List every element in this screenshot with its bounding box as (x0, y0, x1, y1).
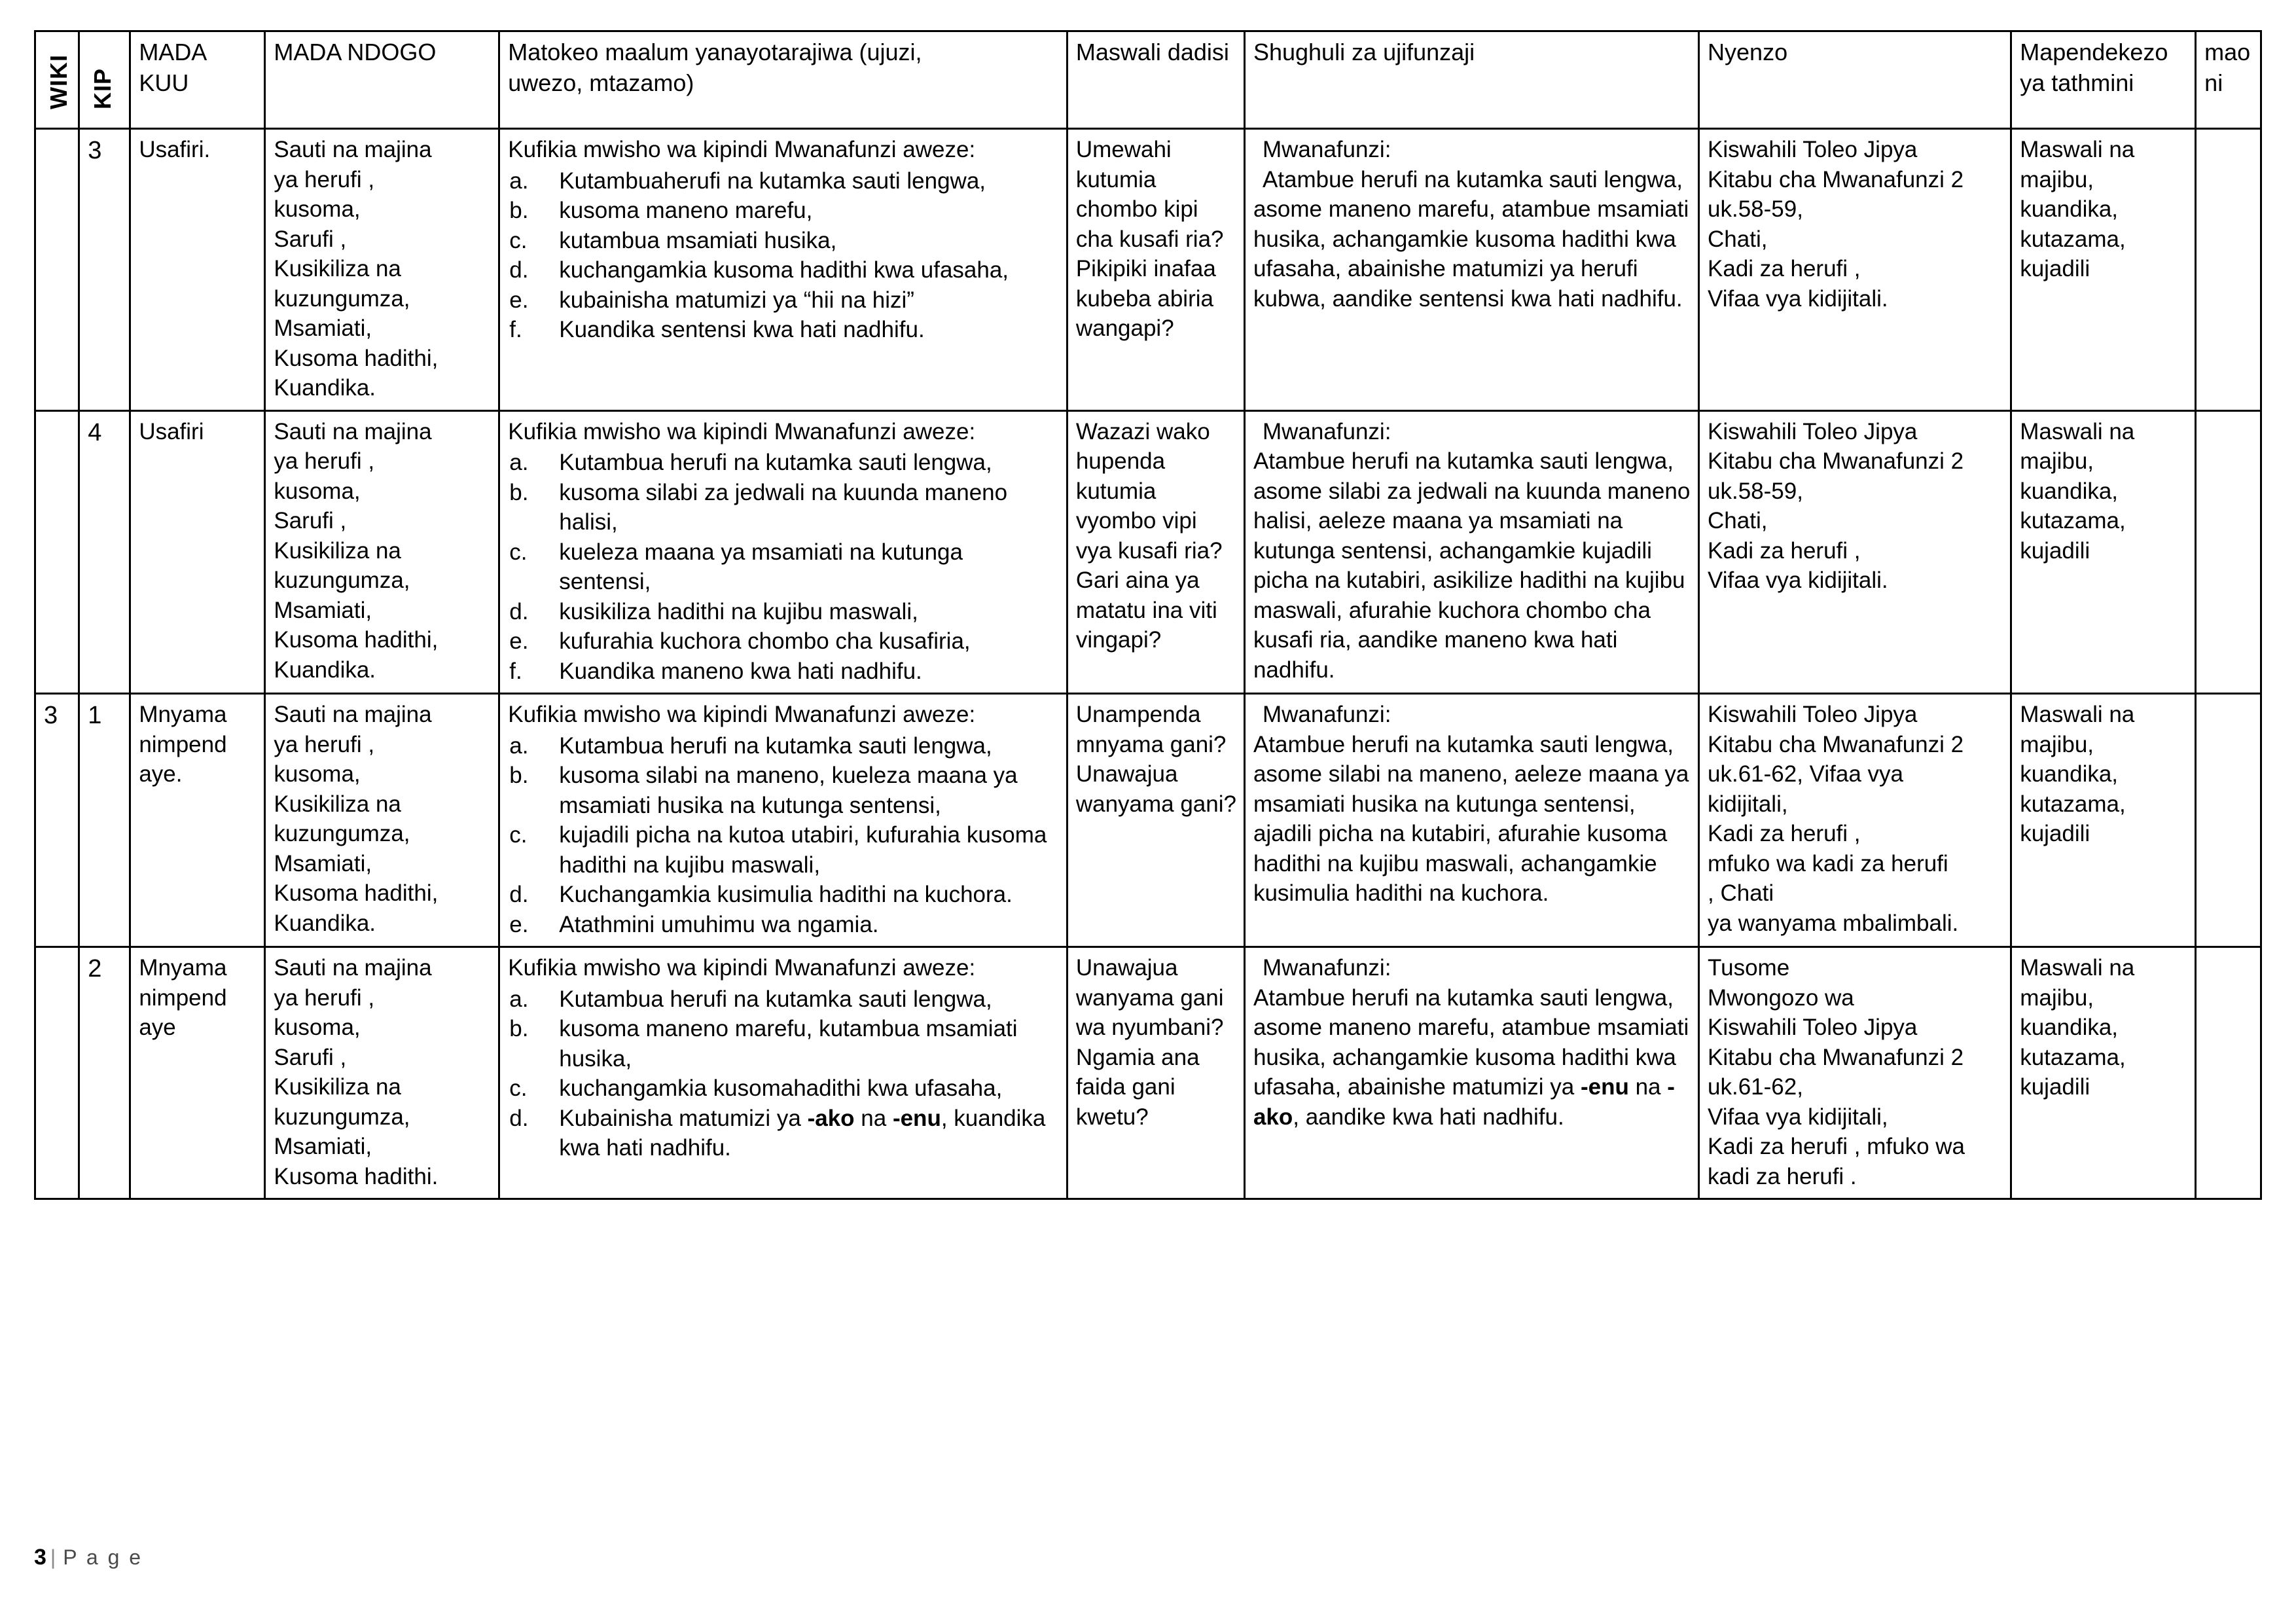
mada-ndogo-line: kusoma, (274, 196, 361, 222)
assessment-line: majibu, (2020, 448, 2094, 474)
cell-mapendekezo (2011, 947, 2196, 1199)
mada-ndogo-line: kusoma, (274, 761, 361, 787)
cell-maswali (1067, 947, 1244, 1199)
assessment-line: kuandika, (2020, 478, 2119, 504)
mada-ndogo-line: Sauti na majina (274, 702, 432, 727)
resource-line: uk.58-59, (1708, 478, 1803, 504)
table-row (35, 694, 2261, 947)
outcome-marker: b. (509, 1016, 529, 1041)
mada-ndogo-line: Kuandika. (274, 375, 376, 401)
cell-nyenzo (1699, 410, 2011, 694)
cell-matokeo (499, 694, 1067, 947)
cell-kip: 2 (79, 947, 130, 1199)
resource-line: , Chati (1708, 880, 1774, 906)
mada-ndogo-line: Kusoma hadithi, (274, 880, 439, 906)
assessment-line: kuandika, (2020, 1015, 2119, 1040)
assessment-line: kutazama, (2020, 226, 2126, 252)
column-header-maoni-line2: ni (2204, 69, 2223, 96)
outcome-marker: d. (509, 598, 529, 624)
outcome-text: Kuchangamkia kusimulia hadithi na kuchora. (559, 882, 1013, 907)
mada-ndogo-line: ya herufi , (274, 448, 375, 474)
mada-ndogo-line: Msamiati, (274, 850, 372, 876)
activities-text (1253, 983, 1691, 1132)
column-header-mapendekezo (2011, 31, 2196, 129)
cell-mapendekezo (2011, 129, 2196, 411)
assessment-line: Maswali na (2020, 418, 2135, 444)
cell-matokeo (499, 129, 1067, 411)
question-item: Pikipiki inafaa kubeba abiria wangapi? (1075, 256, 1216, 341)
mada-ndogo-line: kuzungumza, (274, 285, 410, 312)
question-item: Unampenda mnyama gani? (1075, 702, 1227, 757)
mada-ndogo-line: Sauti na majina (274, 418, 432, 444)
mada-ndogo-line: Sauti na majina (274, 137, 432, 162)
resource-line: Vifaa vya kidijitali. (1708, 285, 1888, 312)
outcome-text: kufurahia kuchora chombo cha kusafiria, (559, 628, 971, 654)
scheme-of-work-table (34, 30, 2262, 1200)
question-item: Umewahi kutumia chombo kipi cha kusafi ria? (1075, 137, 1224, 252)
outcome-text: Atathmini umuhimu wa ngamia. (559, 911, 879, 937)
outcome-text-mid: na (854, 1105, 893, 1131)
cell-mada-ndogo (265, 129, 499, 411)
outcome-marker: a. (509, 168, 529, 194)
cell-kip: 4 (79, 410, 130, 694)
assessment-line: kutazama, (2020, 508, 2126, 533)
outcomes-list (508, 448, 1060, 686)
column-header-mapendekezo-line1: Mapendekezo (2020, 39, 2168, 65)
cell-mada-kuu: Usafiri. (130, 129, 265, 411)
table-row (35, 947, 2261, 1199)
activities-text-bold-1: -enu (1580, 1074, 1629, 1100)
outcome-item (508, 255, 1060, 285)
mada-ndogo-line: Kuandika. (274, 657, 376, 683)
assessment-line: majibu, (2020, 984, 2094, 1011)
assessment-line: majibu, (2020, 731, 2094, 757)
mada-ndogo-line: Kusikiliza na (274, 791, 401, 817)
activities-text-bold-2: -ako (1253, 1074, 1675, 1130)
cell-maoni (2196, 947, 2261, 1199)
cell-wiki (35, 947, 79, 1199)
resource-line: Kitabu cha Mwanafunzi 2 (1708, 1044, 1964, 1070)
column-header-mada-ndogo (265, 31, 499, 129)
cell-mada-ndogo (265, 410, 499, 694)
outcome-item (508, 657, 1060, 687)
mada-ndogo-line: ya herufi , (274, 731, 375, 757)
outcome-item (508, 537, 1060, 597)
outcome-item (508, 1074, 1060, 1104)
outcome-item (508, 910, 1060, 940)
outcome-text: kusoma maneno marefu, kutambua msamiati husika, (559, 1016, 1018, 1072)
outcome-text: kujadili picha na kutoa utabiri, kufurahia kusoma hadithi na kujibu maswali, (559, 822, 1047, 878)
outcome-item (508, 820, 1060, 880)
outcome-marker: e. (509, 628, 529, 654)
table-row (35, 129, 2261, 411)
activities-text-mid: na (1628, 1074, 1668, 1100)
column-header-wiki-label: WIKI (45, 54, 72, 109)
outcome-marker: f. (509, 658, 522, 684)
question-item: Unawajua wanyama gani wa nyumbani? (1075, 955, 1224, 1040)
outcome-text: kuchangamkia kusomahadithi kwa ufasaha, (559, 1075, 1003, 1101)
outcome-item (508, 761, 1060, 820)
outcome-text: kusoma silabi za jedwali na kuunda maneno halisi, (559, 479, 1008, 535)
mada-ndogo-line: Sarufi , (274, 226, 347, 252)
outcome-marker: f. (509, 317, 522, 342)
outcome-text-bold-1: -ako (807, 1105, 855, 1131)
assessment-line: kujadili (2020, 537, 2090, 564)
mada-ndogo-line: Kusoma hadithi, (274, 627, 439, 653)
assessment-line: kutazama, (2020, 1044, 2126, 1070)
column-header-maoni (2196, 31, 2261, 129)
outcome-marker: b. (509, 198, 529, 223)
cell-wiki (35, 129, 79, 411)
assessment-line: kujadili (2020, 1074, 2090, 1100)
outcome-marker: d. (509, 1105, 529, 1131)
outcomes-list (508, 984, 1060, 1163)
question-item: Unawajua wanyama gani? (1075, 761, 1236, 817)
outcome-item (508, 166, 1060, 196)
outcome-marker: a. (509, 450, 529, 475)
mada-ndogo-line: Kuandika. (274, 910, 376, 936)
table-header-row (35, 31, 2261, 129)
cell-mada-kuu: Mnyama nimpend aye. (130, 694, 265, 947)
table-body (35, 129, 2261, 1199)
cell-mapendekezo (2011, 410, 2196, 694)
question-item: Gari aina ya matatu ina viti vingapi? (1075, 568, 1217, 653)
resource-line: uk.58-59, (1708, 196, 1803, 222)
outcomes-intro: Kufikia mwisho wa kipindi Mwanafunzi aweze: (508, 955, 976, 981)
activities-label: Mwanafunzi: (1262, 418, 1391, 444)
outcome-item (508, 1104, 1060, 1163)
assessment-line: kujadili (2020, 256, 2090, 281)
outcome-text-pre: Kubainisha matumizi ya (559, 1105, 808, 1131)
resource-line: uk.61-62, Vifaa vya (1708, 761, 1904, 787)
outcome-item (508, 984, 1060, 1015)
outcome-item (508, 597, 1060, 627)
column-header-mada-kuu (130, 31, 265, 129)
cell-shughuli (1244, 410, 1698, 694)
outcomes-list (508, 731, 1060, 940)
resource-line: kadi za herufi . (1708, 1163, 1857, 1189)
mada-ndogo-line: Kusikiliza na (274, 256, 401, 281)
column-header-nyenzo-label: Nyenzo (1708, 39, 1788, 65)
outcome-item (508, 880, 1060, 910)
resource-line: Kadi za herufi , (1708, 537, 1861, 564)
outcome-marker: d. (509, 882, 529, 907)
outcome-item (508, 626, 1060, 657)
cell-maswali (1067, 129, 1244, 411)
resource-line: uk.61-62, (1708, 1074, 1803, 1100)
activities-text-pre: Atambue herufi na kutamka sauti lengwa, asome maneno marefu, atambue msamiati husika, achangamkie kusoma hadithi kwa ufasaha, abainishe matumizi ya (1253, 984, 1689, 1100)
resource-line: Kitabu cha Mwanafunzi 2 (1708, 731, 1964, 757)
outcome-marker: c. (509, 1075, 528, 1101)
outcome-text: kusoma silabi na maneno, kueleza maana ya msamiati husika na kutunga sentensi, (559, 763, 1018, 818)
resource-line: Kiswahili Toleo Jipya (1708, 1015, 1918, 1040)
cell-maoni (2196, 410, 2261, 694)
activities-label: Mwanafunzi: (1262, 137, 1391, 162)
outcome-marker: c. (509, 227, 528, 253)
cell-mada-ndogo (265, 694, 499, 947)
resource-line: ya wanyama mbalimbali. (1708, 910, 1959, 936)
mada-ndogo-line: Kusoma hadithi. (274, 1163, 439, 1189)
assessment-line: kutazama, (2020, 791, 2126, 817)
assessment-line: kuandika, (2020, 196, 2119, 222)
mada-ndogo-line: Kusikiliza na (274, 537, 401, 564)
resource-line: Kadi za herufi , mfuko wa (1708, 1134, 1965, 1159)
outcome-text: kusikiliza hadithi na kujibu maswali, (559, 598, 918, 624)
resource-line: Kiswahili Toleo Jipya (1708, 137, 1918, 162)
cell-mada-kuu: Mnyama nimpend aye (130, 947, 265, 1199)
mada-ndogo-line: Msamiati, (274, 1134, 372, 1159)
cell-nyenzo (1699, 947, 2011, 1199)
outcome-text: Kuandika maneno kwa hati nadhifu. (559, 658, 922, 684)
resource-line: Vifaa vya kidijitali, (1708, 1104, 1888, 1130)
column-header-maswali (1067, 31, 1244, 129)
outcomes-list (508, 166, 1060, 345)
resource-line: Chati, (1708, 508, 1768, 533)
outcome-text (559, 1106, 1045, 1161)
activities-text: Atambue herufi na kutamka sauti lengwa, asome silabi za jedwali na kuunda maneno halisi, aeleze maana ya msamiati na kutunga sentensi, achangamkie kujadili picha na kutabiri, asikilize hadithi na kujibu maswali, afurahie kuchora chombo cha kusafi ria, aandike maneno kwa hati nadhifu. (1253, 448, 1691, 683)
outcome-item (508, 196, 1060, 226)
cell-mada-ndogo (265, 947, 499, 1199)
assessment-line: majibu, (2020, 166, 2094, 192)
column-header-matokeo-line2: uwezo, mtazamo) (508, 69, 694, 96)
outcome-item (508, 285, 1060, 316)
column-header-kip (79, 31, 130, 129)
cell-maoni (2196, 694, 2261, 947)
cell-nyenzo (1699, 129, 2011, 411)
column-header-mada-kuu-line1: MADA (139, 39, 207, 65)
cell-mapendekezo (2011, 694, 2196, 947)
mada-ndogo-line: ya herufi , (274, 984, 375, 1011)
outcomes-intro: Kufikia mwisho wa kipindi Mwanafunzi aweze: (508, 702, 976, 727)
outcome-text: kutambua msamiati husika, (559, 227, 837, 253)
outcome-text: kubainisha matumizi ya “hii na hizi” (559, 287, 914, 313)
outcome-marker: c. (509, 539, 528, 565)
mada-ndogo-line: Sarufi , (274, 508, 347, 533)
column-header-wiki (35, 31, 79, 129)
assessment-line: kujadili (2020, 821, 2090, 846)
column-header-shughuli-label: Shughuli za ujifunzaji (1253, 39, 1475, 65)
cell-shughuli (1244, 947, 1698, 1199)
question-item: Ngamia ana faida gani kwetu? (1075, 1044, 1200, 1130)
outcome-item (508, 448, 1060, 478)
outcome-marker: a. (509, 986, 529, 1012)
outcome-text: Kutambua herufi na kutamka sauti lengwa, (559, 986, 992, 1012)
resource-line: kidijitali, (1708, 791, 1788, 817)
activities-label: Mwanafunzi: (1262, 702, 1391, 727)
cell-shughuli (1244, 694, 1698, 947)
activities-text-post: , aandike kwa hati nadhifu. (1293, 1104, 1564, 1130)
column-header-nyenzo (1699, 31, 2011, 129)
column-header-maswali-label: Maswali dadisi (1075, 39, 1229, 65)
column-header-shughuli (1244, 31, 1698, 129)
activities-label: Mwanafunzi: (1262, 955, 1391, 981)
page-footer (34, 1545, 143, 1570)
resource-line: Kiswahili Toleo Jipya (1708, 702, 1918, 727)
cell-matokeo (499, 947, 1067, 1199)
cell-nyenzo (1699, 694, 2011, 947)
resource-line: Kitabu cha Mwanafunzi 2 (1708, 166, 1964, 192)
mada-ndogo-line: kuzungumza, (274, 1104, 410, 1130)
mada-ndogo-line: kuzungumza, (274, 568, 410, 593)
outcome-text: kusoma maneno marefu, (559, 198, 813, 223)
resource-line: Kadi za herufi , (1708, 256, 1861, 281)
outcome-text-post: , kuandika kwa hati nadhifu. (559, 1105, 1046, 1161)
cell-maswali (1067, 694, 1244, 947)
outcome-marker: e. (509, 287, 529, 313)
cell-wiki (35, 410, 79, 694)
outcome-text: kuchangamkia kusoma hadithi kwa ufasaha, (559, 257, 1009, 283)
outcome-item (508, 731, 1060, 761)
outcome-marker: b. (509, 763, 529, 788)
footer-separator: | (50, 1545, 58, 1569)
assessment-line: Maswali na (2020, 137, 2135, 162)
outcome-item (508, 478, 1060, 537)
resource-line: Kadi za herufi , (1708, 821, 1861, 846)
outcome-marker: b. (509, 479, 529, 505)
mada-ndogo-line: Msamiati, (274, 316, 372, 341)
outcome-text-bold-2: -enu (892, 1105, 941, 1131)
outcomes-intro: Kufikia mwisho wa kipindi Mwanafunzi aweze: (508, 137, 976, 162)
column-header-maoni-line1: mao (2204, 39, 2251, 65)
outcome-marker: a. (509, 732, 529, 759)
column-header-matokeo-line1: Matokeo maalum yanayotarajiwa (ujuzi, (508, 39, 922, 65)
activities-text: Atambue herufi na kutamka sauti lengwa, asome maneno marefu, atambue msamiati husika, achangamkie kusoma hadithi kwa ufasaha, abainishe matumizi ya herufi kubwa, aandike sentensi kwa hati nadhifu. (1253, 166, 1689, 312)
cell-kip: 3 (79, 129, 130, 411)
cell-shughuli (1244, 129, 1698, 411)
footer-page-label: P a g e (63, 1545, 143, 1569)
outcome-text: kueleza maana ya msamiati na kutunga sentensi, (559, 539, 963, 594)
outcome-text: Kutambua herufi na kutamka sauti lengwa, (559, 732, 992, 759)
resource-line: Chati, (1708, 226, 1768, 252)
cell-wiki: 3 (35, 694, 79, 947)
column-header-mapendekezo-line2: ya tathmini (2020, 69, 2134, 96)
question-item: Wazazi wako hupenda kutumia vyombo vipi vya kusafi ria? (1075, 418, 1223, 564)
outcome-text: Kuandika sentensi kwa hati nadhifu. (559, 317, 925, 342)
cell-maoni (2196, 129, 2261, 411)
cell-matokeo (499, 410, 1067, 694)
mada-ndogo-line: Kusoma hadithi, (274, 345, 439, 371)
resource-line: Kitabu cha Mwanafunzi 2 (1708, 448, 1964, 474)
column-header-mada-ndogo-label: MADA NDOGO (274, 39, 437, 65)
footer-page-number: 3 (34, 1545, 46, 1570)
mada-ndogo-line: kusoma, (274, 478, 361, 504)
mada-ndogo-line: kuzungumza, (274, 821, 410, 846)
outcome-marker: e. (509, 911, 529, 937)
cell-kip: 1 (79, 694, 130, 947)
outcome-item (508, 1014, 1060, 1074)
column-header-matokeo (499, 31, 1067, 129)
assessment-line: Maswali na (2020, 702, 2135, 727)
outcome-marker: d. (509, 257, 529, 283)
column-header-kip-label: KIP (89, 67, 117, 109)
cell-maswali (1067, 410, 1244, 694)
mada-ndogo-line: Msamiati, (274, 597, 372, 623)
mada-ndogo-line: kusoma, (274, 1015, 361, 1040)
resource-line: Kiswahili Toleo Jipya (1708, 418, 1918, 444)
outcomes-intro: Kufikia mwisho wa kipindi Mwanafunzi aweze: (508, 418, 976, 444)
resource-line: Vifaa vya kidijitali. (1708, 568, 1888, 593)
resource-line: Mwongozo wa (1708, 984, 1854, 1011)
outcome-item (508, 226, 1060, 256)
resource-line: mfuko wa kadi za herufi (1708, 850, 1948, 876)
assessment-line: kuandika, (2020, 761, 2119, 787)
mada-ndogo-line: ya herufi , (274, 166, 375, 192)
outcome-item (508, 315, 1060, 345)
outcome-text: Kutambuaherufi na kutamka sauti lengwa, (559, 168, 986, 194)
activities-text: Atambue herufi na kutamka sauti lengwa, asome silabi na maneno, aeleze maana ya msamiati husika na kutunga sentensi, ajadili picha na kutabiri, afurahie kusoma hadithi na kujibu maswali, achangamkie kusimulia hadithi na kuchora. (1253, 731, 1689, 906)
resource-line: Tusome (1708, 955, 1790, 981)
cell-mada-kuu: Usafiri (130, 410, 265, 694)
mada-ndogo-line: Sauti na majina (274, 955, 432, 981)
outcome-marker: c. (509, 822, 528, 848)
table-row (35, 410, 2261, 694)
column-header-mada-kuu-line2: KUU (139, 69, 189, 96)
mada-ndogo-line: Sarufi , (274, 1044, 347, 1070)
outcome-text: Kutambua herufi na kutamka sauti lengwa, (559, 450, 992, 475)
assessment-line: Maswali na (2020, 955, 2135, 981)
mada-ndogo-line: Kusikiliza na (274, 1074, 401, 1100)
